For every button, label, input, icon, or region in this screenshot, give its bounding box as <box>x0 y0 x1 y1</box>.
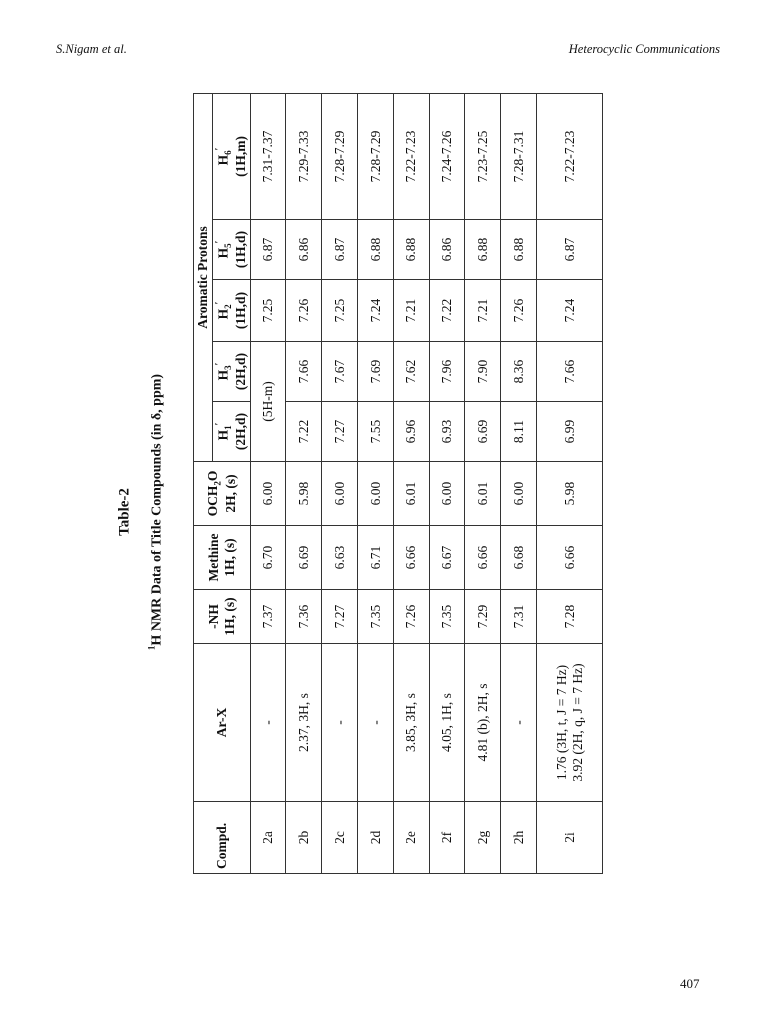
cell-h6: 7.23-7.25 <box>465 93 501 219</box>
cell-compd: 2f <box>429 802 465 874</box>
cell-compd: 2g <box>465 802 501 874</box>
cell-arx: 4.05, 1H, s <box>429 644 465 802</box>
cell-h6: 7.22-7.23 <box>393 93 429 219</box>
cell-nh: 7.27 <box>322 590 358 644</box>
cell-h6: 7.28-7.29 <box>322 93 358 219</box>
header-h1-line2: (2H,d) <box>233 412 249 451</box>
caption-superscript: 1 <box>146 645 157 651</box>
running-header-journal: Heterocyclic Communications <box>568 42 720 56</box>
cell-h1: 7.27 <box>322 402 358 462</box>
cell-h6: 7.28-7.31 <box>501 93 537 219</box>
cell-h5: 6.86 <box>429 220 465 280</box>
table-row-2e <box>393 93 429 873</box>
cell-och2o: 6.00 <box>358 462 394 526</box>
cell-arx <box>537 644 603 802</box>
header-h3 <box>212 342 250 402</box>
cell-compd: 2h <box>501 802 537 874</box>
cell-methine: 6.66 <box>393 526 429 590</box>
cell-compd: 2d <box>358 802 394 874</box>
cell-h2: 7.25 <box>322 280 358 342</box>
cell-nh: 7.26 <box>393 590 429 644</box>
header-h2-prime: ′ <box>213 301 225 305</box>
cell-methine: 6.69 <box>286 526 322 590</box>
cell-arx: - <box>322 644 358 802</box>
cell-och2o: 6.00 <box>429 462 465 526</box>
header-nh <box>194 590 251 644</box>
cell-h5: 6.87 <box>537 220 603 280</box>
cell-h6: 7.28-7.29 <box>358 93 394 219</box>
header-h6-line2: (1H,m) <box>233 136 249 177</box>
caption-text: H NMR Data of Title Compounds (in δ, ppm) <box>149 373 165 646</box>
cell-h5: 6.88 <box>501 220 537 280</box>
cell-nh: 7.36 <box>286 590 322 644</box>
header-nh-line2: 1H, (s) <box>221 597 237 636</box>
header-aromatic-protons: Aromatic Protons <box>194 93 213 461</box>
header-h5 <box>212 220 250 280</box>
cell-methine: 6.71 <box>358 526 394 590</box>
cell-h1: 6.69 <box>465 402 501 462</box>
cell-h5: 6.88 <box>465 220 501 280</box>
header-h2 <box>212 280 250 342</box>
table-row-2c <box>322 93 358 873</box>
header-compd: Compd. <box>194 802 251 874</box>
cell-compd: 2e <box>393 802 429 874</box>
cell-compd: 2i <box>537 802 603 874</box>
cell-nh: 7.35 <box>358 590 394 644</box>
cell-arx-line2: 3.92 (2H, q, J = 7 Hz) <box>569 663 585 782</box>
table-row-2a <box>250 93 286 873</box>
cell-compd: 2b <box>286 802 322 874</box>
cell-arx: 4.81 (b), 2H, s <box>465 644 501 802</box>
header-och2o-sub: 2 <box>212 481 223 486</box>
cell-h2: 7.22 <box>429 280 465 342</box>
cell-h5: 6.87 <box>322 220 358 280</box>
table-row-2f <box>429 93 465 873</box>
header-h6-sub: 6 <box>222 150 233 155</box>
cell-h3: 7.90 <box>465 342 501 402</box>
cell-arx: - <box>250 644 286 802</box>
page-number: 407 <box>680 976 700 991</box>
cell-arx: 2.37, 3H, s <box>286 644 322 802</box>
cell-h3: 7.69 <box>358 342 394 402</box>
cell-h5: 6.87 <box>250 220 286 280</box>
cell-h1: 7.22 <box>286 402 322 462</box>
cell-h2: 7.21 <box>393 280 429 342</box>
cell-methine: 6.70 <box>250 526 286 590</box>
cell-h6: 7.29-7.33 <box>286 93 322 219</box>
cell-compd: 2a <box>250 802 286 874</box>
header-och2o <box>194 462 251 526</box>
cell-h2: 7.26 <box>286 280 322 342</box>
header-h5-sub: 5 <box>222 243 233 248</box>
header-arx: Ar-X <box>194 644 251 802</box>
cell-h1: 6.93 <box>429 402 465 462</box>
table-title: Table-2 <box>116 488 133 536</box>
cell-nh: 7.29 <box>465 590 501 644</box>
cell-h3: 7.66 <box>537 342 603 402</box>
cell-methine: 6.68 <box>501 526 537 590</box>
cell-h2: 7.24 <box>358 280 394 342</box>
table-row-2i <box>537 93 603 873</box>
header-nh-line1: -NH <box>206 604 222 629</box>
cell-nh: 7.31 <box>501 590 537 644</box>
header-h5-prime: ′ <box>213 240 225 244</box>
cell-h2: 7.21 <box>465 280 501 342</box>
header-h3-prime: ′ <box>213 362 225 366</box>
cell-h5: 6.86 <box>286 220 322 280</box>
header-h1 <box>212 402 250 462</box>
cell-h6: 7.31-7.37 <box>250 93 286 219</box>
header-h3-line2: (2H,d) <box>233 352 249 391</box>
table-row-2h <box>501 93 537 873</box>
header-h3-base: H <box>215 369 231 381</box>
header-h6-prime: ′ <box>213 147 225 151</box>
cell-och2o: 6.00 <box>322 462 358 526</box>
cell-arx-line1: 1.76 (3H, t, J = 7 Hz) <box>554 664 570 781</box>
cell-h2: 7.24 <box>537 280 603 342</box>
cell-methine: 6.63 <box>322 526 358 590</box>
header-h1-base: H <box>215 429 231 441</box>
header-row-1 <box>194 93 213 873</box>
cell-h6: 7.22-7.23 <box>537 93 603 219</box>
table-row-2d <box>358 93 394 873</box>
header-och2o-tail: O <box>205 470 220 482</box>
cell-h5: 6.88 <box>358 220 394 280</box>
cell-h3: 7.66 <box>286 342 322 402</box>
header-methine-line2: 1H, (s) <box>221 538 237 577</box>
header-methine <box>194 526 251 590</box>
cell-arx: - <box>358 644 394 802</box>
cell-arx: 3.85, 3H, s <box>393 644 429 802</box>
cell-h5: 6.88 <box>393 220 429 280</box>
cell-och2o: 5.98 <box>537 462 603 526</box>
cell-h2: 7.26 <box>501 280 537 342</box>
table-row-2g <box>465 93 501 873</box>
cell-methine: 6.67 <box>429 526 465 590</box>
cell-och2o: 6.00 <box>501 462 537 526</box>
header-h2-base: H <box>215 308 231 320</box>
header-h2-sub: 2 <box>222 304 233 309</box>
cell-h3: 7.96 <box>429 342 465 402</box>
header-methine-line1: Methine <box>206 533 222 582</box>
cell-h3: 7.67 <box>322 342 358 402</box>
cell-h1: 6.96 <box>393 402 429 462</box>
cell-h1-h3-merged: (5H-m) <box>250 342 286 462</box>
header-h1-sub: 1 <box>222 425 233 430</box>
header-h3-sub: 3 <box>222 365 233 370</box>
cell-h1: 8.11 <box>501 402 537 462</box>
table-row-2b <box>286 93 322 873</box>
nmr-table-container <box>193 94 603 874</box>
cell-och2o: 6.00 <box>250 462 286 526</box>
cell-h3: 7.62 <box>393 342 429 402</box>
cell-h1: 7.55 <box>358 402 394 462</box>
cell-compd: 2c <box>322 802 358 874</box>
cell-h1: 6.99 <box>537 402 603 462</box>
header-och2o-line2: 2H, (s) <box>223 474 239 513</box>
cell-h6: 7.24-7.26 <box>429 93 465 219</box>
nmr-data-table <box>193 93 603 874</box>
header-h1-prime: ′ <box>213 422 225 426</box>
table-caption <box>148 162 165 862</box>
cell-arx: - <box>501 644 537 802</box>
header-h5-base: H <box>215 247 231 259</box>
header-h6 <box>212 93 250 219</box>
header-och2o-base: OCH <box>205 485 220 517</box>
cell-och2o: 6.01 <box>393 462 429 526</box>
cell-nh: 7.28 <box>537 590 603 644</box>
header-h5-line2: (1H,d) <box>233 230 249 269</box>
cell-nh: 7.37 <box>250 590 286 644</box>
cell-methine: 6.66 <box>537 526 603 590</box>
cell-nh: 7.35 <box>429 590 465 644</box>
running-header-authors: S.Nigam et al. <box>56 42 127 56</box>
cell-och2o: 6.01 <box>465 462 501 526</box>
cell-och2o: 5.98 <box>286 462 322 526</box>
cell-h3: 8.36 <box>501 342 537 402</box>
cell-methine: 6.66 <box>465 526 501 590</box>
header-h2-line2: (1H,d) <box>233 291 249 330</box>
header-h6-base: H <box>215 154 231 166</box>
cell-h2: 7.25 <box>250 280 286 342</box>
